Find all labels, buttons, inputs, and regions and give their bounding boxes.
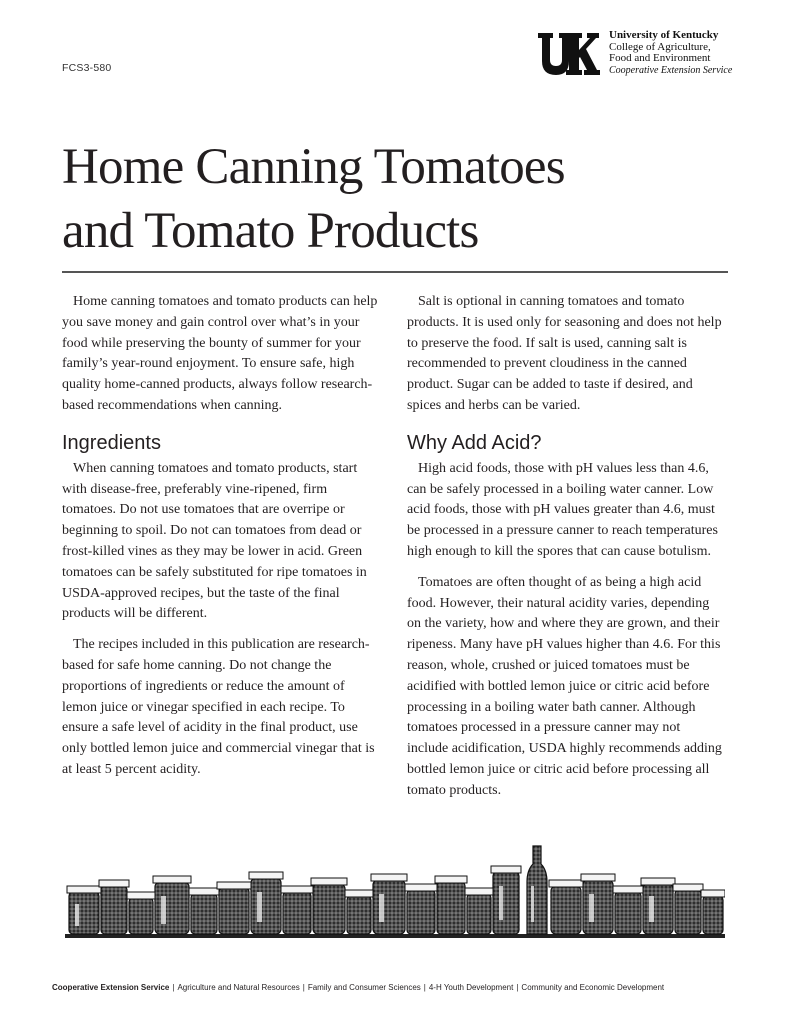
acid-heading: Why Add Acid? (407, 431, 542, 454)
college-line-1: College of Agriculture, (609, 40, 711, 53)
intro-paragraph: Home canning tomatoes and tomato products can help you save money and gain control over what’s in your food while preserving the bounty of summer for your family’s year-round enjoyment. To ensure safe, high quality home-canned products, always follow research-based recommendations when canning. (62, 294, 378, 413)
document-title (62, 135, 565, 263)
uk-logo-icon (536, 30, 600, 78)
college-line-2: Food and Environment (609, 52, 711, 64)
canning-jars-illustration (65, 842, 725, 942)
left-column (62, 292, 379, 791)
footer-item-4h: 4-H Youth Development (428, 983, 514, 992)
ingredients-paragraph-2: The recipes included in this publication are research-based for safe home canning. Do not change the proportions of ingredients or reduce the amount of lemon juice or vinegar specified in each recipe. To ensure a safe level of acidity in the final product, use only bottled lemon juice and commercial vinegar that is at least 5 percent acidity. (62, 637, 375, 777)
title-divider (62, 271, 728, 273)
extension-service: Cooperative Extension Service (609, 64, 733, 76)
title-line-1: Home Canning Tomatoes (62, 139, 565, 195)
footer-item-agriculture: Agriculture and Natural Resources (177, 983, 300, 992)
ingredients-heading: Ingredients (62, 431, 161, 454)
acid-paragraph-1: High acid foods, those with pH values less than 4.6, can be safely processed in a boiling water canner. Low acid foods, those with pH values greater than 4.6, must be processed in a pressure canner to reach temperatures high enough to kill the spores that can cause botulism. (407, 460, 718, 559)
footer-extension-service: Cooperative Extension Service (52, 983, 170, 992)
publication-number: FCS3-580 (62, 62, 112, 74)
title-line-2: and Tomato Products (62, 203, 479, 259)
ingredients-paragraph-1: When canning tomatoes and tomato products, start with disease-free, preferably vine-ripened, firm tomatoes. Do not use tomatoes that are overripe or beginning to spoil. Do not can tomatoes from dead or frost-killed vines as they may be lower in acid. Green tomatoes can be safely substituted for ripe tomatoes in USDA-approved recipes, but the taste of the final products will be different. (62, 460, 367, 622)
footer: Cooperative Extension Service | Agriculture and Natural Resources | Family and Consumer Sciences | 4-H Youth Development | Community and Economic Development (52, 983, 665, 992)
university-name: University of Kentucky (609, 29, 719, 41)
acid-paragraph-2: Tomatoes are often thought of as being a high acid food. However, their natural acidity varies, depending on the variety, how and where they are grown, and their ripeness. Many have pH values higher than 4.6. For this reason, whole, crushed or juiced tomatoes must be acidified with bottled lemon juice or citric acid before processing in a boiling water bath canner. Although tomatoes processed in a pressure canner may not include acidification, USDA highly recommends adding bottled lemon juice or citric acid before processing all tomato products. (407, 574, 722, 798)
footer-item-community: Community and Economic Development (521, 983, 665, 992)
right-column (407, 292, 724, 812)
footer-item-family: Family and Consumer Sciences (307, 983, 421, 992)
salt-paragraph: Salt is optional in canning tomatoes and tomato products. It is used only for seasoning and does not help to preserve the food. If salt is used, canning salt is recommended to prevent cloudiness in the canned product. Sugar can be added to taste if desired, and spices and herbs can be varied. (407, 294, 722, 413)
institution-block (609, 30, 732, 76)
